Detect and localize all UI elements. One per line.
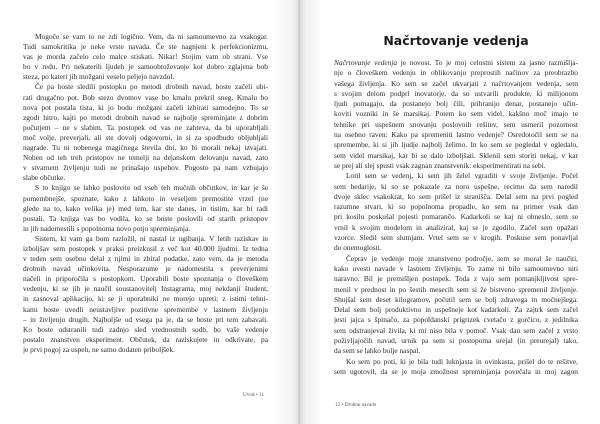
text-line: nova pot postala tista, ki jo bodo možgani začeli izbirati samodejno. To se: [23, 102, 268, 112]
text-line: postali. Ta knjiga vas bo vodila, ko se boste poslovili od starih pristopov: [23, 213, 268, 223]
text-line: razumne stvari, ki so popolnoma propadle, ko sem na primer vsak dan: [334, 202, 578, 212]
text-line: rati drugačno pot. Bob stezo dvomov vase bo kmalu prekril sneg. Kmalu bo: [23, 92, 268, 102]
text-line: načeli in priporočila s postopkom. Uporabili boste spoznanja o človeškem: [23, 274, 268, 284]
text-line: v stvarnem življenju tudi ne prinašajo uspehov. Pogosto pa nam vzbujajo: [23, 163, 268, 173]
text-line: sem bedarije, ki so se pokazale za noro uspešne, recimo da sem naredil: [334, 181, 578, 191]
text-line: Shujšal sem deset kilogramov, počutil sem se bolj zdravega in močnejšega.: [334, 294, 578, 304]
text-line: in zasnoval aplikacijo, ki se ji uporabniki ne morejo upreti; z istimi tehni-: [23, 294, 268, 304]
text-line: sem odstranjeval živila, ki mi niso bila v pomoč. Vsak dan sem začel z vrsto: [334, 325, 578, 335]
text-line: Ko boste odstranili tudi zadnjo sled vrednostnih sodb, bo vaše vedenje: [23, 324, 268, 334]
text-line: postalo znanstven eksperiment. Občutek, da raziskujete in odkrivate, pa: [23, 334, 268, 344]
text-line: kami boste uvedli neustavljive pozitivne spremembe v lastnem življenju: [23, 304, 268, 314]
text-line: kako uvesti navade v lastnem življenju. To zame ni bilo samoumevno niti: [334, 263, 578, 273]
text-line: slabe občutke.: [23, 173, 66, 183]
text-line: s svojim delom podprl inovatorje, da so ustvarili produkte, ki milijonom: [334, 88, 578, 98]
text-line: Lotil sem se vedenj, ki sem jih želel vgraditi v svoje življenje. Počel: [346, 171, 578, 181]
text-line: Če pa boste sledili postopku po metodi drobnih navad, boste začeli ubi-: [35, 82, 268, 92]
text-line: tehnike pri uspešnem snovanju poslovnih rešitev, sem usmeril pozornost: [334, 119, 578, 129]
emphasized-text: Načrtovanje vedenja: [334, 58, 398, 67]
text-line: dvoje sklec vsakokrat, ko sem prišel iz stranišča. Delal sem na prvi pogled: [334, 191, 578, 201]
text-line: se prej ali slej spusti vsak zagnan znanstvenik: eksperimentirati na sebi.: [334, 160, 546, 170]
line-text: je novost. To je moj celostni sistem za jasno razmišlja-: [400, 58, 578, 67]
text-line: vedenju, ki se jih je naučil soustanovitelj Instagrama, moj nekdanji študent,: [23, 284, 268, 294]
text-line: vzorce. Sledil sem slutnjam. Vrtel sem se v krogih. Poskuse sem ponavljal: [334, 233, 578, 243]
page-number-left: Uvod • 11: [243, 392, 264, 398]
text-line: Mogoče se vam to ne zdi logično. Vem, da ni samoumevno za vsakogar.: [35, 32, 268, 41]
text-line: v teden sem osebno delal z njimi in zbiral podatke, zato vem, da je metoda: [23, 254, 268, 264]
text-line: drobnih navad učinkovita. Nesporazume je nadomestila s preverjenimi: [23, 264, 268, 274]
text-line: do onemoglosti.: [334, 243, 382, 253]
text-line: na osebno raven: Kako pa spremeniti lastno vedenje? Osredotočil sem se na: [334, 130, 578, 140]
text-line: spremembe, ki si jih ljudje najbolj želimo. In ko sem se pogledal v ogledalo,: [334, 140, 578, 150]
text-line: moč volje, preverjali, ali ste dovolj odgovorni, in si za spodbudo obljubljali: [23, 132, 268, 142]
text-line: počutjem – ne s slabim. Ta postopek od vas ne zahteva, da bi uporabljali: [23, 122, 268, 132]
text-line: Ko sem po poti, ki je bila tudi luknjasta in ovinkasta, prišel do te rešitve,: [346, 356, 578, 366]
page-number-right: 12 • Drobne navade: [335, 402, 377, 408]
text-line: Delal sem bolj produktivno in uspešneje kot kadarkoli. Za zajtrk sem začel: [334, 305, 578, 315]
text-line: sem videl marsikaj, kar bi se dalo izboljšati. Sklenil sem storiti nekaj, v kar: [334, 150, 578, 160]
text-line: bo v redu. Pri nekaterih ljudeh je samoobtoževanje kot dobro zglajena bob: [23, 62, 268, 72]
text-line: glede na to, kako velika je) med tem, kar ste danes, in tistim, kar bi radi: [23, 203, 268, 213]
text-line: Noben od teh treh pristopov ne temelji na dejanskem delovanju navad, zato: [23, 153, 268, 163]
text-line: [334, 58, 578, 68]
text-line: vas je morda začelo celo malce stiskati. Nikar! Stojim vam ob strani. Vse: [23, 52, 268, 62]
text-line: nagrade. Tu ni nobenega magičnega števila dni, ko bi morali nekaj izvajati.: [23, 143, 268, 153]
text-line: zgodi hitro, kajti po metodi drobnih navad se najbolje spreminjate z dobrim: [23, 112, 268, 122]
text-line: nje o človeškem vedenju in oblikovanju preprostih načinov za preobrazbo: [334, 68, 578, 78]
left-page-body: [23, 32, 268, 355]
text-line: izboljšav sem postopek v praksi preizkusil z več kot 40.000 ljudmi. Iz tedna: [23, 243, 268, 253]
text-line: ljudi pomagajo, da postanejo bolj čili, prihranijo denar, postanejo učin-: [334, 99, 578, 109]
text-line: pri kosilu poskušal pojesti pomarančo. Kadarkoli se kaj ni obneslo, sem se: [334, 212, 578, 222]
chapter-heading: Načrtovanje vedenja: [383, 33, 529, 48]
text-line: koviti vozniki in še marsikaj. Potem ko sem videl, kakšno moč imajo te: [334, 109, 578, 119]
text-line: jesti jajca s špinačo, za popoldanski prigrizek cvetačo z gorčico, z jedilnika: [334, 315, 578, 325]
text-line: S to knjigo se lahko poslovite od vseh teh mučnih občutkov, in kar je še: [35, 183, 268, 193]
text-line: sem ugotovil, da se je moja zmožnost spreminjanja povečala in moj zagon: [334, 366, 578, 376]
text-line: – in življenju drugih. Najboljše od vsega pa je, da se boste pri tem zabavali.: [23, 314, 268, 324]
text-line: steza, po kateri jih možgani veselo peljejo navzdol.: [23, 72, 175, 82]
text-line: je prvi pogoj za uspeh, ne samo dodaten priboljšek.: [23, 344, 175, 354]
text-line: da sem se lahko bolje naspal.: [334, 346, 421, 356]
text-line: Čeprav je vedenje moje znanstveno področje, sem se moral še naučiti,: [346, 253, 578, 263]
text-line: menil v prednost in po šestih mesecih sem si že bistveno spremenil življenje.: [334, 284, 578, 294]
text-line: pomembnejše, spoznate, kako z lahkoto in veseljem premostite vrzel (ne: [23, 193, 268, 203]
text-line: Tudi samokritika je neke vrste navada. Če ste nagnjeni k perfekcionizmu,: [23, 42, 268, 52]
right-page-body: [334, 58, 578, 377]
book-spine: [298, 0, 300, 424]
text-line: vrnil k svojim modelom in analiziral, kaj se je zgodilo. Začel sem opažati: [334, 222, 578, 232]
text-line: poživljajočih navad, urnik pa sem si postopoma urejal (in preurejal) tako,: [334, 336, 578, 346]
text-line: naravno. Bil je premišljen postopek. Toda z vajo sem pomanjkljivost spre-: [334, 274, 578, 284]
text-line: Sistem, ki vam ga bom razložil, ni nastal iz ugibanja. V letih raziskav in: [35, 233, 268, 243]
text-line: vašega življenja. Ko sem se začel ukvarjati z načrtovanjem vedenja, sem: [334, 78, 578, 88]
text-line: in jih nadomestili s popolnoma novo potjo spreminjanja.: [23, 223, 191, 233]
